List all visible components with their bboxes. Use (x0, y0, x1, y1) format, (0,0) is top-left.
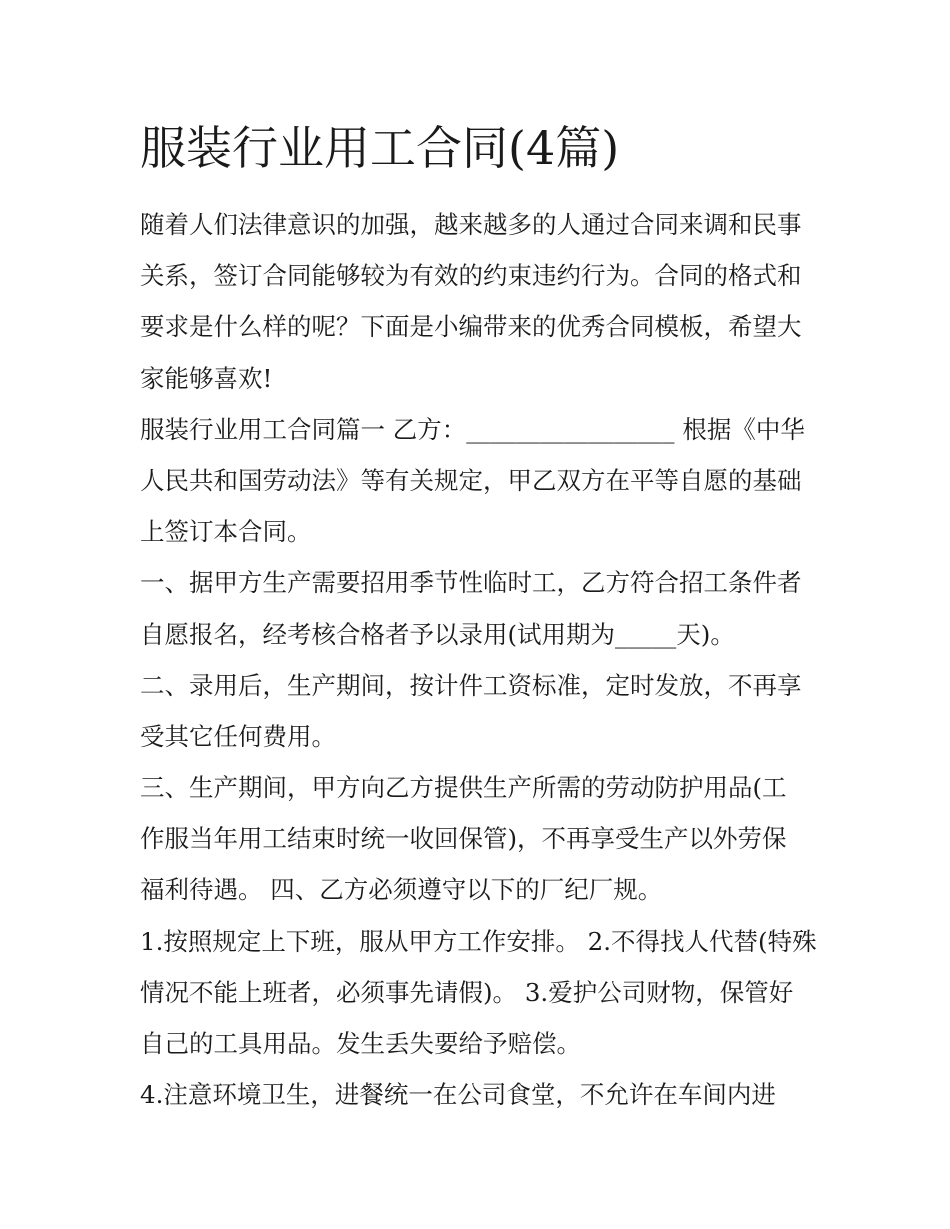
text-line: 三、生产期间，甲方向乙方提供生产所需的劳动防护用品(工 (140, 773, 787, 803)
text-line: 人民共和国劳动法》等有关规定，甲乙双方在平等自愿的基础 (140, 465, 802, 495)
text-line: 一、据甲方生产需要招用季节性临时工，乙方符合招工条件者 (140, 568, 802, 598)
text-line: 上签订本合同。 (140, 517, 312, 547)
text-line: 4.注意环境卫生，进餐统一在公司食堂，不允许在车间内进 (140, 1080, 776, 1110)
text-line: 受其它任何费用。 (140, 721, 336, 751)
document-title: 服装行业用工合同(4篇) (140, 121, 620, 175)
text-line: 1.按照规定上下班，服从甲方工作安排。 2.不得找人代替(特殊 (140, 926, 817, 956)
document-body (140, 199, 820, 1120)
text-line: 二、录用后，生产期间，按计件工资标准，定时发放，不再享 (140, 670, 802, 700)
text-line: 随着人们法律意识的加强，越来越多的人通过合同来调和民事 (140, 210, 802, 239)
text-line: 关系，签订合同能够较为有效的约束违约行为。合同的格式和 (140, 261, 802, 291)
text-line: 自己的工具用品。发生丢失要给予赔偿。 (140, 1029, 581, 1058)
text-line: 情况不能上班者，必须事先请假)。 3.爱护公司财物，保管好 (140, 977, 794, 1007)
text-line: 家能够喜欢! (140, 363, 273, 393)
text-line: 自愿报名，经考核合格者予以录用(试用期为_____天)。 (140, 619, 735, 649)
text-line: 作服当年用工结束时统一收回保管)，不再享受生产以外劳保 (140, 824, 787, 854)
text-line: 福利待遇。 四、乙方必须遵守以下的厂纪厂规。 (140, 875, 663, 905)
text-line: 服装行业用工合同篇一 乙方：_________________ 根据《中华 (140, 414, 805, 444)
text-line: 要求是什么样的呢？下面是小编带来的优秀合同模板，希望大 (140, 312, 802, 342)
